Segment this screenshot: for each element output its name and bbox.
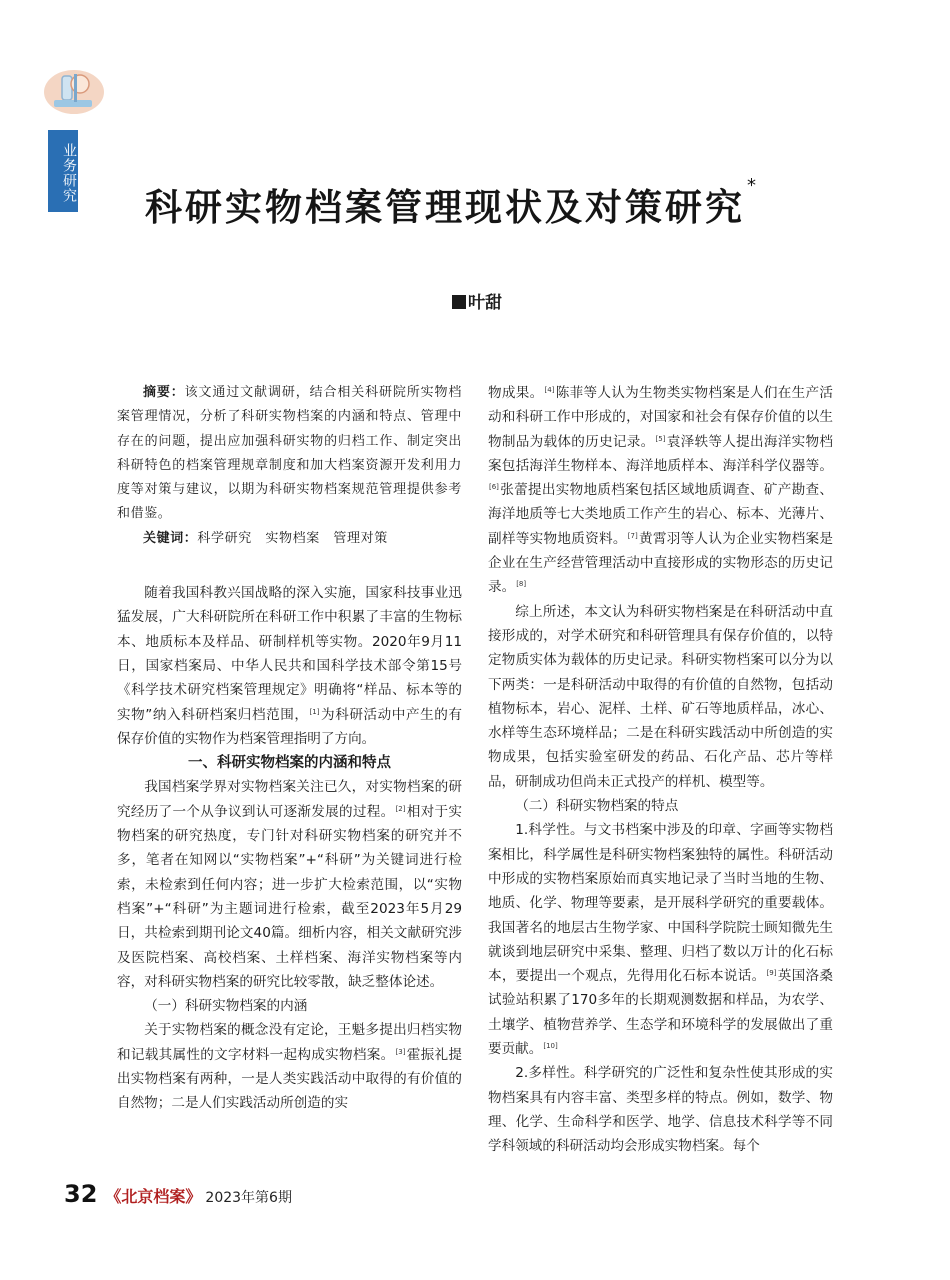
citation-ref: [10]: [543, 1042, 558, 1051]
right-column: [488, 381, 833, 1159]
body-paragraph: 2.多样性。科学研究的广泛性和复杂性使其形成的实物档案具有内容丰富、类型多样的特点。例如，数学、物理、化学、生命科学和医学、地学、信息技术科学等不同学科领域的科研活动均会形成实物档案。每个: [488, 1065, 833, 1155]
body-paragraph: [488, 818, 833, 1061]
intro-paragraph: [117, 581, 462, 751]
citation-ref: [5]: [655, 434, 666, 443]
keywords-label: 关键词：: [143, 530, 198, 546]
paragraph-text: 张蕾提出实物地质档案包括区域地质调查、矿产勘查、海洋地质等七大类地质工作产生的岩心、标本、光薄片、副样等实物地质资料。: [488, 482, 833, 547]
paragraph-text: 我国档案学界对实物档案关注已久，对实物档案的研究经历了一个从争议到认可逐渐发展的过程。: [117, 779, 462, 820]
journal-logo-icon: [40, 62, 108, 118]
section-heading: 一、科研实物档案的内涵和特点: [188, 755, 391, 772]
spacer: [117, 551, 462, 581]
paragraph-text: 黄霄羽等人认为企业实物档案是企业在生产经营管理活动中直接形成的实物形态的历史记录。: [488, 530, 834, 596]
abstract: [117, 381, 462, 527]
section-tab: 业务研究: [48, 130, 78, 212]
page-footer: [64, 1180, 292, 1208]
body-paragraph: [488, 381, 833, 600]
author-name: 叶甜: [468, 293, 502, 313]
citation-ref: [1]: [309, 707, 320, 716]
paragraph-text: 袁泽轶等人提出海洋实物档案包括海洋生物样本、海洋地质样本、海洋科学仪器等。: [488, 433, 834, 474]
paragraph-text: 物成果。: [488, 385, 544, 401]
intro-text: 随着我国科教兴国战略的深入实施，国家科技事业迅猛发展，广大科研院所在科研工作中积累了丰富的生物标本、地质标本及样品、研制样机等实物。2020年9月11日，国家档案局、中华人民共和国科学技术部令第15号《科学技术研究档案管理规定》明确将“样品、标本等的实物”纳入科研档案归档范围，: [117, 585, 462, 723]
title-footnote-mark: *: [747, 175, 759, 196]
keywords: [117, 527, 462, 551]
citation-ref: [2]: [395, 804, 406, 813]
title-text: 科研实物档案管理现状及对策研究: [145, 186, 745, 229]
abstract-label: 摘要：: [143, 385, 185, 400]
body-paragraph: [117, 1018, 462, 1115]
citation-ref: [6]: [489, 483, 499, 492]
abstract-text: 该文通过文献调研，结合相关科研院所实物档案管理情况，分析了科研实物档案的内涵和特点、管理中存在的问题，提出应加强科研实物的归档工作、制定突出科研特色的档案管理规章制度和加大档案资源开发利用力度等对策与建议，以期为科研实物档案规范管理提供参考和借鉴。: [117, 385, 462, 522]
paragraph-text-tail: 霍振礼提出实物档案有两种，一是人类实践活动中取得的有价值的自然物；二是人们实践活动所创造的实: [117, 1046, 463, 1112]
article-title: [145, 177, 865, 231]
paragraph-text: 陈菲等人认为生物类实物档案是人们在生产活动和科研工作中形成的，对国家和社会有保存价值的以生物制品为载体的历史记录。: [488, 385, 834, 450]
subsection-heading: （一）科研实物档案的内涵: [144, 998, 308, 1015]
subsection-heading: （二）科研实物档案的特点: [515, 798, 679, 815]
left-column: [117, 381, 462, 1116]
paragraph-text: 关于实物档案的概念没有定论，王魁多提出归档实物和记载其属性的文字材料一起构成实物档案。: [117, 1022, 462, 1063]
intro-text-tail: 为科研活动中产生的有保存价值的实物作为档案管理指明了方向。: [117, 706, 462, 747]
citation-ref: [4]: [544, 386, 555, 394]
body-paragraph: 综上所述，本文认为科研实物档案是在科研活动中直接形成的，对学术研究和科研管理具有保存价值的，以特定物质实体为载体的历史记录。科研实物档案可以分为以下两类：一是科研活动中取得的有价值的自然物，包括动植物标本，岩心、泥样、土样、矿石等地质样品，冰心、水样等生态环境样品；二是在科研实践活动中所创造的实物成果，包括实验室研发的药品、石化产品、芯片等样品，研制成功但尚未正式投产的样机、模型等。: [488, 603, 833, 790]
paragraph-text: 1.科学性。与文书档案中涉及的印章、字画等实物档案相比，科学属性是科研实物档案独特的属性。科研活动中形成的实物档案原始而真实地记录了当时当地的生物、地质、化学、物理等要素，是开展科学研究的重要载体。我国著名的地层古生物学家、中国科学院院士顾知微先生就谈到地层研究中采集、整理、归档了数以万计的化石标本，要提出一个观点，先得用化石标本说话。: [488, 822, 833, 985]
issue-label: 2023年第6期: [205, 1190, 292, 1206]
journal-name: 《北京档案》: [105, 1187, 202, 1206]
citation-ref: [3]: [395, 1047, 406, 1056]
citation-ref: [8]: [516, 580, 527, 589]
citation-ref: [7]: [627, 531, 638, 540]
paragraph-text-tail: 相对于实物档案的研究热度，专门针对科研实物档案的研究并不多，笔者在知网以“实物档案”+“科研”为关键词进行检索，未检索到任何内容；进一步扩大检索范围，以“实物档案”+“科研”为主题词进行检索，截至2023年5月29日，共检索到期刊论文40篇。细析内容，相关文献研究涉及医院档案、高校档案、土样档案、海洋实物档案等内容，对科研实物档案的研究比较零散，缺乏整体论述。: [117, 803, 463, 990]
citation-ref: [9]: [766, 969, 777, 978]
keywords-text: 科学研究 实物档案 管理对策: [197, 530, 388, 546]
author-square-icon: [452, 295, 466, 309]
page-number: 32: [64, 1180, 98, 1208]
author-line: [452, 288, 502, 313]
body-paragraph: [117, 775, 462, 994]
paragraph-text: 英国洛桑试验站积累了170多年的长期观测数据和样品，为农学、土壤学、植物营养学、生态学和环境科学的发展做出了重要贡献。: [488, 968, 834, 1058]
